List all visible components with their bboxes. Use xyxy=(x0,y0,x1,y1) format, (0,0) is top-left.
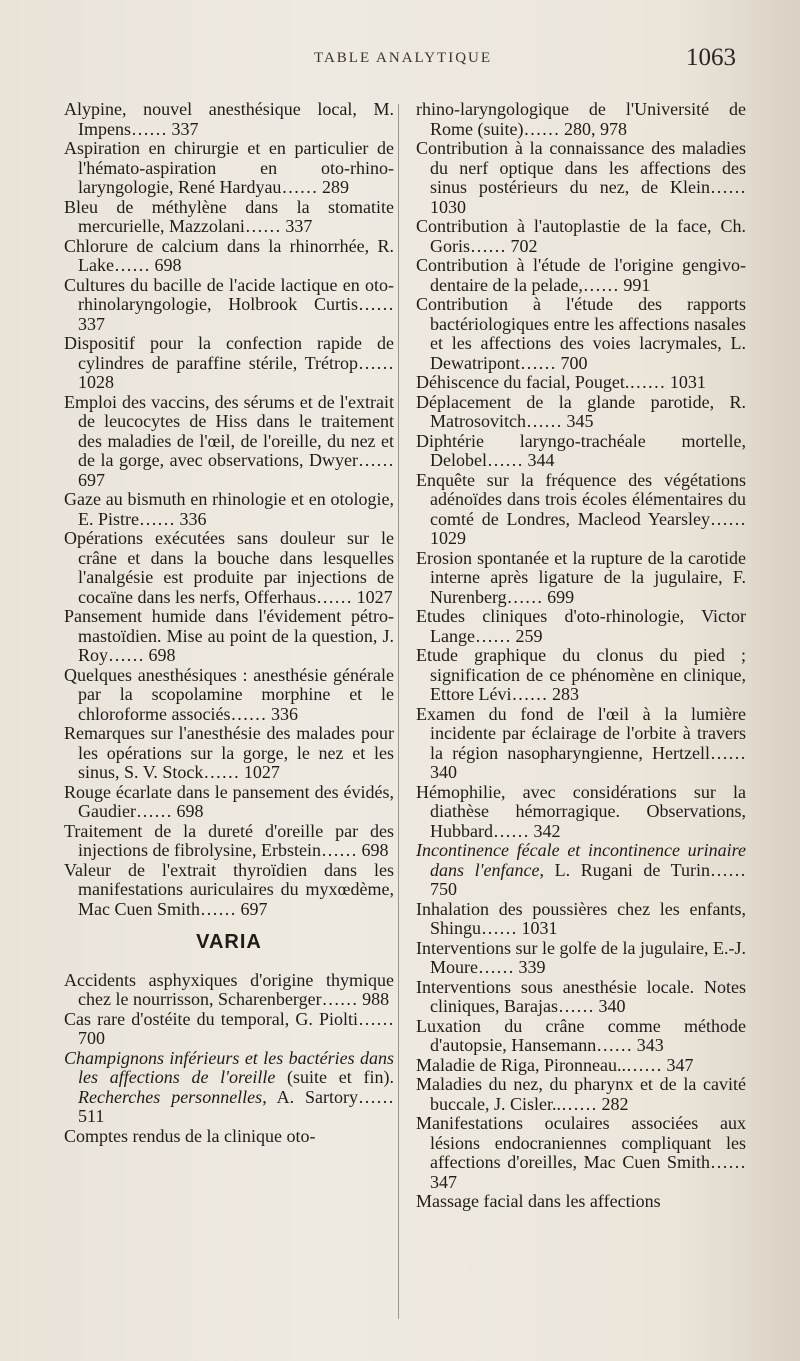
section-heading-varia: VARIA xyxy=(196,931,262,953)
entry-text: Alypine, nouvel anesthésique local, M. Impens xyxy=(64,99,394,139)
index-entry: Inhalation des poussières chez les enfants, Shingu…… 1031 xyxy=(416,898,746,938)
index-entry: Hémophilie, avec considérations sur la diathèse hémorragique. Observations, Hubbard…… 342 xyxy=(416,781,746,841)
index-entry: rhino-laryngologique de l'Université de Rome (suite)…… 280, 978 xyxy=(416,99,746,139)
entry-page-ref: 698 xyxy=(176,801,204,821)
entry-text: Manifestations oculaires associées aux lésions endocraniennes compliquant les affections d'oreilles, Mac Cuen Smith xyxy=(416,1113,746,1172)
entry-text: Comptes rendus de la clinique oto- xyxy=(64,1125,316,1146)
index-entry: Examen du fond de l'œil à la lumière incidente par éclairage de l'orbite à travers la région nasopharyngienne, Hertzell…… 340 xyxy=(416,703,746,782)
entry-title-italic: Recherches personnelles xyxy=(78,1086,263,1107)
entry-text: Accidents asphyxiques d'origine thymique chez le nourrisson, Scharenberger xyxy=(64,969,394,1009)
entry-text: Hémophilie, avec considérations sur la diathèse hémorragique. Observations, Hubbard xyxy=(416,781,746,841)
entry-page-ref: 1029 xyxy=(430,528,466,548)
entry-text: Valeur de l'extrait thyroïdien dans les manifestations auriculaires du myxœdème, Mac Cuen Smith xyxy=(64,859,394,919)
entry-text: Rouge écarlate dans le pansement des évidés, Gaudier xyxy=(64,781,394,821)
entry-text: Erosion spontanée et la rupture de la carotide interne après ligature de la jugulaire, F. Nurenberg xyxy=(416,547,746,607)
entry-page-ref: 698 xyxy=(154,255,182,275)
entry-text: Maladies du nez, du pharynx et de la cavité buccale, J. Cisler.. xyxy=(416,1074,746,1114)
index-entry: Contribution à la connaissance des maladies du nerf optique dans les affections des sinus postérieurs du nez, de Klein…… 1030 xyxy=(416,138,746,217)
entry-text: Quelques anesthésiques : anesthésie générale par la scopolamine morphine et le chloroforme associés xyxy=(64,664,394,724)
entry-text: Chlorure de calcium dans la rhinorrhée, R. Lake xyxy=(64,235,394,275)
entry-text: Bleu de méthylène dans la stomatite mercurielle, Mazzolani xyxy=(64,196,394,236)
entry-text: Etude graphique du clonus du pied ; signification de ce phénomène en clinique, Ettore Lévi xyxy=(416,645,746,704)
entry-title-italic: Incontinence fécale et incontinence urinaire dans l'enfance xyxy=(416,840,746,880)
entry-page-ref: 702 xyxy=(510,235,538,256)
index-entry: Bleu de méthylène dans la stomatite mercurielle, Mazzolani…… 337 xyxy=(64,196,394,236)
entry-page-ref: 337 xyxy=(171,118,199,139)
entry-page-ref: 347 xyxy=(430,1171,457,1192)
entry-text: Maladie de Riga, Pironneau.. xyxy=(416,1054,626,1075)
index-entry: Déhiscence du facial, Pouget.…… 1031 xyxy=(416,372,706,392)
index-entry: Cultures du bacille de l'acide lactique en oto-rhinolaryngologie, Holbrook Curtis…… 337 xyxy=(64,274,394,334)
entry-page-ref: 699 xyxy=(547,586,575,607)
running-title: TABLE ANALYTIQUE xyxy=(314,50,493,66)
entry-page-ref: 1027 xyxy=(356,586,393,607)
entry-page-ref: 511 xyxy=(78,1106,105,1126)
index-entry: Enquête sur la fréquence des végétations adénoïdes dans trois écoles élémentaires du comté de Londres, Macleod Yearsley…… 1029 xyxy=(416,469,746,548)
index-entry: Interventions sous anesthésie locale. Notes cliniques, Barajas…… 340 xyxy=(416,976,746,1016)
page-header xyxy=(0,44,800,84)
index-entry: Maladie de Riga, Pironneau..…… 347 xyxy=(416,1054,694,1075)
entry-text: Gaze au bismuth en rhinologie et en otologie, E. Pistre xyxy=(64,489,394,529)
entry-page-ref: 1031 xyxy=(669,372,706,392)
entry-page-ref: 337 xyxy=(78,313,105,334)
index-entry: Erosion spontanée et la rupture de la carotide interne après ligature de la jugulaire, F. Nurenberg…… 699 xyxy=(416,547,746,607)
index-entry: Etudes cliniques d'oto-rhinologie, Victor Lange…… 259 xyxy=(416,606,746,646)
entry-text: Déhiscence du facial, Pouget. xyxy=(416,372,630,392)
entry-page-ref: 1031 xyxy=(521,918,558,938)
entry-page-ref: 988 xyxy=(362,989,390,1009)
index-entry: Alypine, nouvel anesthésique local, M. Impens…… 337 xyxy=(64,99,394,139)
entry-text: Diphtérie laryngo-trachéale mortelle, Delobel xyxy=(416,430,746,470)
page-number: 1063 xyxy=(686,44,736,71)
entry-page-ref: 336 xyxy=(179,508,207,529)
index-entry: Valeur de l'extrait thyroïdien dans les manifestations auriculaires du myxœdème, Mac Cuen Smith…… 697 xyxy=(64,859,394,919)
entry-page-ref: 698 xyxy=(361,840,389,860)
entry-page-ref: 345 xyxy=(566,411,594,431)
entry-text: Massage facial dans les affections xyxy=(416,1191,661,1211)
entry-text: , A. Sartory xyxy=(262,1086,358,1107)
entry-text: Contribution à l'étude des rapports bactériologiques entre les affections nasales et les affections des voies lacrymales, L. Dewatripont xyxy=(416,294,746,373)
entry-page-ref: 337 xyxy=(285,216,313,236)
index-entry: Interventions sur le golfe de la jugulaire, E.-J. Moure…… 339 xyxy=(416,937,746,977)
index-entry: Incontinence fécale et incontinence urinaire dans l'enfance, L. Rugani de Turin…… 750 xyxy=(416,840,747,899)
entry-page-ref: 259 xyxy=(515,625,543,646)
index-column-left xyxy=(64,100,394,1146)
index-entry: Traitement de la dureté d'oreille par des injections de fibrolysine, Erbstein…… 698 xyxy=(64,820,394,860)
entry-text: Contribution à l'autoplastie de la face, Ch. Goris xyxy=(416,216,746,256)
entry-title-italic: Champignons inférieurs et les bactéries dans les affections de l'oreille xyxy=(64,1047,394,1087)
entry-text: Traitement de la dureté d'oreille par des injections de fibrolysine, Erbstein xyxy=(64,820,394,860)
entry-page-ref: 289 xyxy=(321,177,349,197)
index-entry: Maladies du nez, du pharynx et de la cavité buccale, J. Cisler..…… 282 xyxy=(416,1074,746,1114)
entry-page-ref: 343 xyxy=(636,1035,664,1055)
entry-page-ref: 339 xyxy=(518,957,546,977)
entry-page-ref: 697 xyxy=(78,469,105,490)
index-entry: Pansement humide dans l'évidement pétro-mastoïdien. Mise au point de la question, J. Roy…… 698 xyxy=(64,606,394,665)
index-entry: Chlorure de calcium dans la rhinorrhée, R. Lake…… 698 xyxy=(64,235,394,275)
entry-text: Déplacement de la glande parotide, R. Matrosovitch xyxy=(416,391,746,431)
entry-page-ref: 750 xyxy=(430,879,457,899)
entry-text: Cultures du bacille de l'acide lactique en oto-rhinolaryngologie, Holbrook Curtis xyxy=(64,274,394,314)
index-entry: Quelques anesthésiques : anesthésie générale par la scopolamine morphine et le chloroforme associés…… 336 xyxy=(64,664,394,724)
entry-text: Contribution à l'étude de l'origine gengivo-dentaire de la pelade, xyxy=(416,255,746,295)
entry-page-ref: 1027 xyxy=(243,762,280,782)
entry-text: Interventions sous anesthésie locale. Notes cliniques, Barajas xyxy=(416,976,746,1016)
entry-text: Examen du fond de l'œil à la lumière incidente par éclairage de l'orbite à travers la région nasopharyngienne, Hertzell xyxy=(416,703,746,763)
entry-page-ref: 697 xyxy=(240,898,268,919)
index-entry: Dispositif pour la confection rapide de cylindres de paraffine stérile, Trétrop…… 1028 xyxy=(64,333,394,392)
index-entry: Contribution à l'autoplastie de la face, Ch. Goris…… 702 xyxy=(416,216,746,256)
index-entry: Cas rare d'ostéite du temporal, G. Piolti…… 700 xyxy=(64,1008,394,1048)
entry-page-ref: 991 xyxy=(623,274,651,295)
index-entry: Aspiration en chirurgie et en particulier de l'hémato-aspiration en oto-rhino-laryngologie, René Hardyau…… 289 xyxy=(64,138,394,197)
column-divider xyxy=(398,104,399,1319)
entry-text: Etudes cliniques d'oto-rhinologie, Victor Lange xyxy=(416,606,746,646)
entry-page-ref: 344 xyxy=(527,450,555,470)
entry-text: Dispositif pour la confection rapide de cylindres de paraffine stérile, Trétrop xyxy=(64,333,394,373)
entry-page-ref: 283 xyxy=(551,684,579,704)
index-entry: Manifestations oculaires associées aux lésions endocraniennes compliquant les affections d'oreilles, Mac Cuen Smith…… 347 xyxy=(416,1113,746,1192)
index-entry xyxy=(416,1192,746,1212)
entry-text: (suite et fin). xyxy=(275,1067,394,1087)
entry-text: Contribution à la connaissance des maladies du nerf optique dans les affections des sinus postérieurs du nez, de Klein xyxy=(416,138,746,197)
entry-text: Inhalation des poussières chez les enfants, Shingu xyxy=(416,898,746,938)
entry-text: Pansement humide dans l'évidement pétro-mastoïdien. Mise au point de la question, J. Roy xyxy=(64,606,394,665)
index-entry: Gaze au bismuth en rhinologie et en otologie, E. Pistre…… 336 xyxy=(64,489,394,529)
entry-page-ref: 340 xyxy=(598,996,626,1016)
entry-page-ref: 336 xyxy=(270,703,298,724)
entry-page-ref: 1030 xyxy=(430,196,466,217)
entry-text: Aspiration en chirurgie et en particulier de l'hémato-aspiration en oto-rhino-laryngologie, René Hardyau xyxy=(64,138,394,197)
entry-text: , L. Rugani de Turin xyxy=(539,859,711,880)
index-entry: Opérations exécutées sans douleur sur le crâne et dans la bouche dans lesquelles l'analgésie est produite par injections de cocaïne dans les nerfs, Offerhaus…… 1027 xyxy=(64,528,394,607)
index-entry: Contribution à l'étude des rapports bactériologiques entre les affections nasales et les affections des voies lacrymales, L. Dewatripont…… 700 xyxy=(416,294,746,373)
index-entry: Accidents asphyxiques d'origine thymique chez le nourrisson, Scharenberger…… 988 xyxy=(64,969,394,1009)
entry-text: Remarques sur l'anesthésie des malades pour les opérations sur la gorge, le nez et les sinus, S. V. Stock xyxy=(64,723,394,782)
index-entry: Déplacement de la glande parotide, R. Matrosovitch…… 345 xyxy=(416,391,746,431)
index-column-right xyxy=(416,100,746,1212)
entry-page-ref: 347 xyxy=(666,1054,694,1075)
entry-text: rhino-laryngologique de l'Université de Rome (suite) xyxy=(416,99,746,139)
index-entry: Rouge écarlate dans le pansement des évidés, Gaudier…… 698 xyxy=(64,781,394,821)
index-entry: Luxation du crâne comme méthode d'autopsie, Hansemann…… 343 xyxy=(416,1015,746,1055)
entry-text: Emploi des vaccins, des sérums et de l'extrait de leucocytes de Hiss dans le traitement des maladies de l'œil, de l'oreille, du nez et de la gorge, avec observations, Dwyer xyxy=(64,391,394,470)
index-entry: Champignons inférieurs et les bactéries dans les affections de l'oreille (suite et fin). Recherches personnelles, A. Sartory…… 511 xyxy=(64,1047,394,1126)
entry-page-ref: 1028 xyxy=(78,372,114,392)
entry-page-ref: 342 xyxy=(533,820,561,841)
entry-text: Luxation du crâne comme méthode d'autopsie, Hansemann xyxy=(416,1015,746,1055)
entry-page-ref: 698 xyxy=(148,645,176,665)
entry-page-ref: 700 xyxy=(78,1028,105,1048)
index-entry: Etude graphique du clonus du pied ; signification de ce phénomène en clinique, Ettore Lévi…… 283 xyxy=(416,645,746,704)
entry-page-ref: 280, 978 xyxy=(563,118,627,139)
entry-text: Interventions sur le golfe de la jugulaire, E.-J. Moure xyxy=(416,937,746,977)
index-entry: Remarques sur l'anesthésie des malades pour les opérations sur la gorge, le nez et les sinus, S. V. Stock…… 1027 xyxy=(64,723,394,782)
entry-page-ref: 700 xyxy=(560,352,588,373)
index-entry: Contribution à l'étude de l'origine gengivo-dentaire de la pelade,…… 991 xyxy=(416,255,746,295)
index-entry xyxy=(64,1127,394,1147)
entry-page-ref: 340 xyxy=(430,762,457,782)
entry-page-ref: 282 xyxy=(601,1093,629,1114)
entry-text: Enquête sur la fréquence des végétations adénoïdes dans trois écoles élémentaires du comté de Londres, Macleod Yearsley xyxy=(416,469,746,529)
entry-text: Cas rare d'ostéite du temporal, G. Piolti xyxy=(64,1008,358,1029)
index-entry: Emploi des vaccins, des sérums et de l'extrait de leucocytes de Hiss dans le traitement des maladies de l'œil, de l'oreille, du nez et de la gorge, avec observations, Dwyer…… 697 xyxy=(64,391,394,490)
entry-text: Opérations exécutées sans douleur sur le crâne et dans la bouche dans lesquelles l'analgésie est produite par injections de cocaïne dans les nerfs, Offerhaus xyxy=(64,528,394,607)
index-entry: Diphtérie laryngo-trachéale mortelle, Delobel…… 344 xyxy=(416,430,746,470)
